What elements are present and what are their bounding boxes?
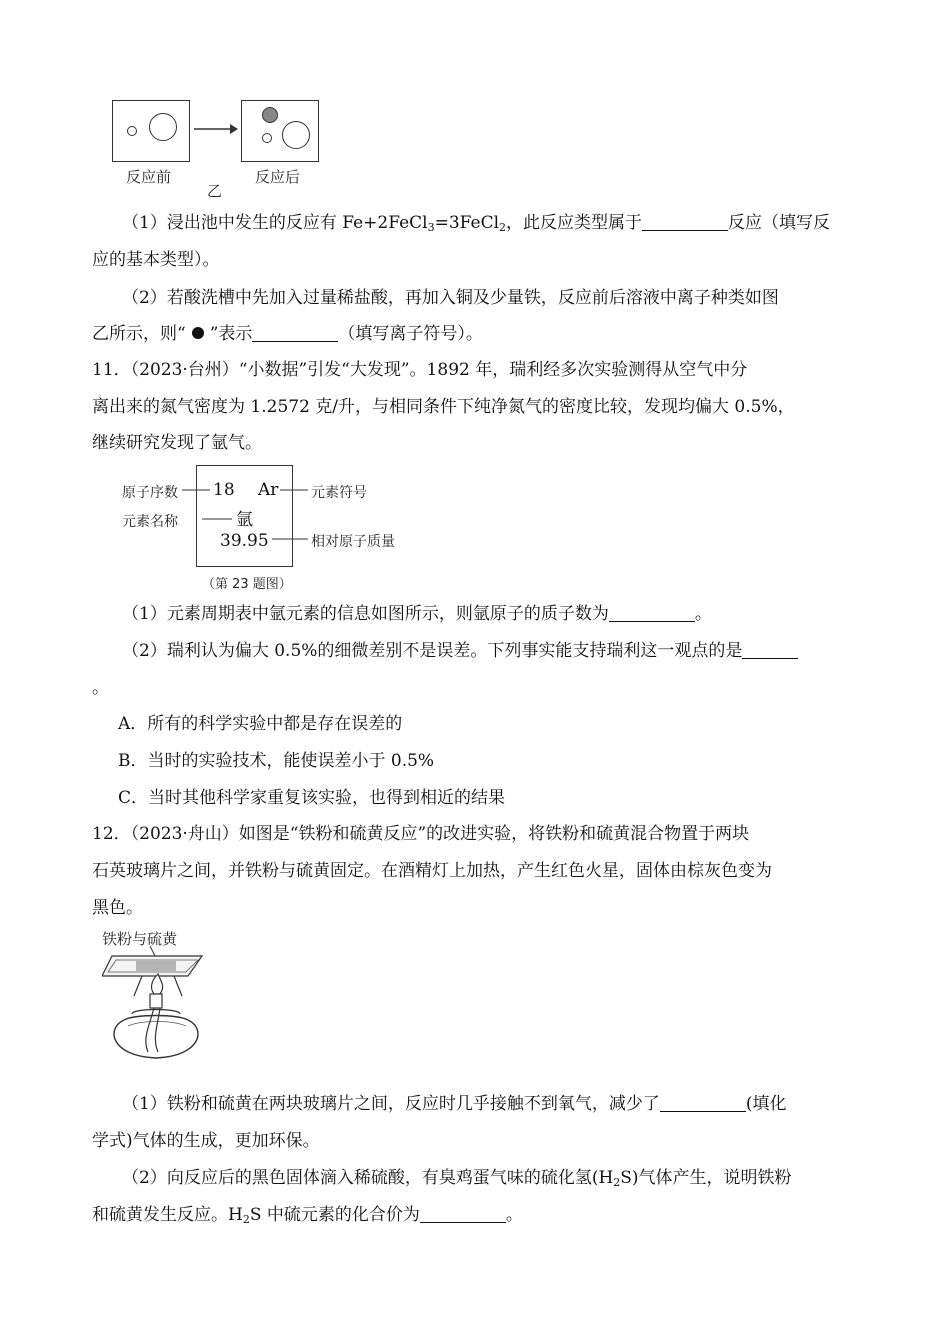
leader-lines <box>180 480 310 550</box>
small-ion-circle <box>127 126 137 136</box>
q11-part2: （2）瑞利认为偏大 0.5%的细微差别不是误差。下列事实能支持瑞利这一观点的是 <box>122 640 858 662</box>
answer-blank[interactable] <box>660 1094 746 1112</box>
q11-part2-cont: 。 <box>92 678 109 698</box>
q12-stem-line3: 黑色。 <box>92 898 143 918</box>
answer-blank[interactable] <box>642 213 728 231</box>
answer-blank[interactable] <box>252 324 338 342</box>
after-box <box>241 100 319 162</box>
atomic-mass: 39.95 <box>220 531 269 551</box>
q12-part1: （1）铁粉和硫黄在两块玻璃片之间，反应时几乎接触不到氧气，减少了 (填化 <box>122 1094 787 1114</box>
q11-stem-line3: 继续研究发现了氩气。 <box>92 433 262 453</box>
before-box <box>112 100 190 162</box>
answer-blank[interactable] <box>742 641 798 659</box>
q12-part2-cont: 和硫黄发生反应。$H_2S$ 中硫元素的化合价为 。 <box>92 1205 523 1226</box>
answer-blank[interactable] <box>420 1205 506 1223</box>
figure-label: 铁粉与硫黄 <box>102 930 178 948</box>
atomic-mass-label: 相对原子质量 <box>311 534 395 550</box>
large-ion-circle <box>282 121 310 149</box>
atomic-number-label: 原子序数 <box>122 485 178 501</box>
arrow-right-icon <box>194 122 238 136</box>
element-name: 氩 <box>236 510 253 530</box>
figure-caption: （第 23 题图） <box>202 577 292 592</box>
filled-circle-icon <box>192 327 204 339</box>
element-symbol: Ar <box>258 480 279 500</box>
q10-part1: （1）浸出池中发生的反应有 Fe+2FeCl$_3$=3FeCl$_2$，此反应类型属于 反应（填写反 <box>122 213 831 234</box>
q12-stem-line2: 石英玻璃片之间，并铁粉与硫黄固定。在酒精灯上加热，产生红色火星，固体由棕灰色变为 <box>92 861 772 881</box>
q12-stem-line1: 12．（2023·舟山）如图是“铁粉和硫黄反应”的改进实验，将铁粉和硫黄混合物置于两块 <box>92 824 750 844</box>
large-ion-circle <box>149 113 177 141</box>
element-symbol-label: 元素符号 <box>311 485 367 501</box>
q11-part1: （1）元素周期表中氩元素的信息如图所示，则氩原子的质子数为 。 <box>122 604 712 624</box>
q10-part2-cont: 乙所示，则“ ”表示 （填写离子符号）。 <box>92 324 483 344</box>
alcohol-lamp-icon <box>102 946 222 1066</box>
figure-caption: 乙 <box>207 182 223 200</box>
option-c[interactable]: C．当时其他科学家重复该实验，也得到相近的结果 <box>118 788 506 808</box>
atomic-number: 18 <box>213 480 235 500</box>
option-b[interactable]: B．当时的实验技术，能使误差小于 0.5% <box>118 751 435 771</box>
q10-part1-cont: 应的基本类型）。 <box>92 250 220 270</box>
answer-blank[interactable] <box>609 604 695 622</box>
q11-stem-line1: 11．（2023·台州）“小数据”引发“大发现”。1892 年，瑞利经多次实验测得从空气中分 <box>92 360 748 380</box>
q12-part1-cont: 学式)气体的生成，更加环保。 <box>92 1131 320 1151</box>
small-ion-circle <box>262 133 272 143</box>
q12-part2: （2）向反应后的黑色固体滴入稀硫酸，有臭鸡蛋气味的硫化氢$(H_2S)$气体产生，说明铁粉 <box>122 1168 792 1189</box>
option-a[interactable]: A．所有的科学实验中都是存在误差的 <box>118 714 403 734</box>
after-label: 反应后 <box>255 168 301 186</box>
filled-ion-circle <box>262 107 278 123</box>
before-label: 反应前 <box>126 168 172 186</box>
q11-stem-line2: 离出来的氮气密度为 1.2572 克/升，与相同条件下纯净氮气的密度比较，发现均偏大 0.5%， <box>92 397 795 417</box>
element-name-label: 元素名称 <box>122 514 178 530</box>
q10-part2: （2）若酸洗槽中先加入过量稀盐酸，再加入铜及少量铁，反应前后溶液中离子种类如图 <box>122 288 779 308</box>
